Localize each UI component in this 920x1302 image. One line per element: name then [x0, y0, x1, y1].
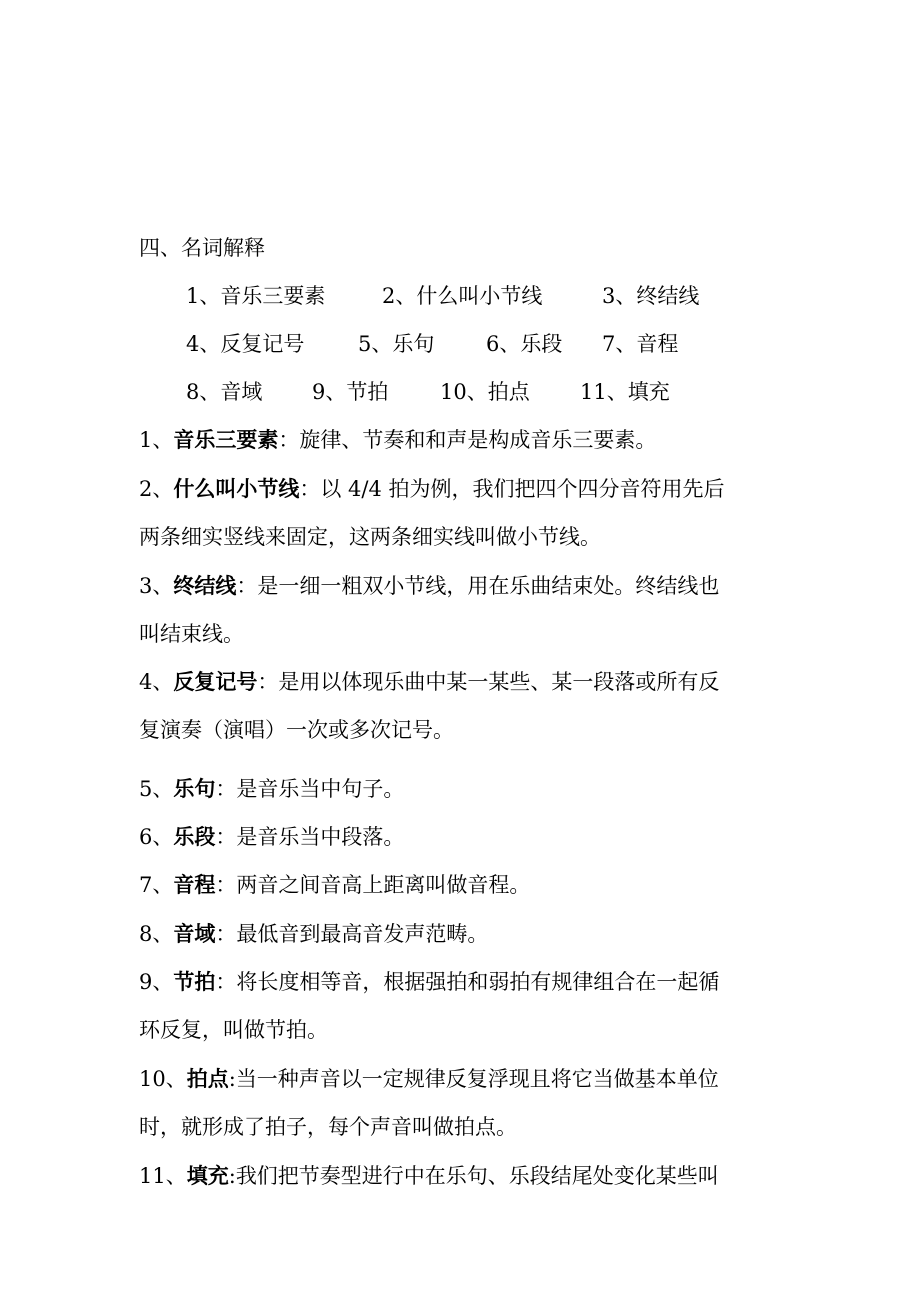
- definition-text: 是一细一粗双小节线，用在乐曲结束处。终结线也: [257, 574, 720, 598]
- index-item: 6、乐段: [486, 332, 563, 356]
- definition-line: [139, 426, 656, 454]
- definition-separator: ：: [215, 777, 237, 801]
- definition-term: 什么叫小节线: [173, 477, 300, 501]
- definition-line: [139, 920, 488, 948]
- definition-text: 以 4/4 拍为例，我们把四个四分音符用先后: [320, 477, 725, 501]
- definition-continuation: 两条细实竖线来固定，这两条细实线叫做小节线。: [139, 525, 601, 549]
- definition-line: [139, 1065, 719, 1093]
- definition-text: 我们把节奏型进行中在乐句、乐段结尾处变化某些叫: [235, 1164, 719, 1188]
- definition-separator: ：: [257, 670, 279, 694]
- definition-number: 3、: [139, 574, 174, 598]
- index-item: 10、拍点: [440, 380, 530, 404]
- definition-separator: :: [228, 1164, 236, 1188]
- definition-separator: ：: [236, 574, 258, 598]
- definition-continuation: 叫结束线。: [139, 622, 244, 646]
- definition-continuation: 环反复，叫做节拍。: [139, 1018, 328, 1042]
- definition-line: [139, 775, 404, 803]
- definition-term: 反复记号: [173, 670, 258, 694]
- definition-number: 6、: [139, 825, 174, 849]
- definition-line: [139, 968, 719, 996]
- definition-term: 拍点: [186, 1067, 229, 1091]
- index-item: 2、什么叫小节线: [382, 284, 543, 308]
- definition-number: 10、: [139, 1067, 187, 1091]
- definition-text: 当一种声音以一定规律反复浮现且将它当做基本单位: [235, 1067, 719, 1091]
- definition-term: 音乐三要素: [173, 428, 279, 452]
- definition-term: 音程: [173, 873, 216, 897]
- definition-text: 是音乐当中句子。: [236, 777, 405, 801]
- definition-separator: :: [228, 1067, 236, 1091]
- definition-line: [139, 572, 719, 600]
- definition-separator: ：: [299, 477, 321, 501]
- definition-continuation: 时，就形成了拍子，每个声音叫做拍点。: [139, 1115, 517, 1139]
- definition-line: [139, 823, 404, 851]
- index-item: 7、音程: [602, 332, 679, 356]
- definition-number: 4、: [139, 670, 174, 694]
- definition-number: 11、: [139, 1164, 187, 1188]
- definition-line: [139, 1162, 719, 1190]
- definition-term: 节拍: [173, 970, 216, 994]
- definition-separator: ：: [215, 922, 237, 946]
- definition-term: 乐段: [173, 825, 216, 849]
- definition-text: 两音之间音高上距离叫做音程。: [236, 873, 531, 897]
- definition-separator: ：: [215, 970, 237, 994]
- definition-line: [139, 475, 725, 503]
- index-item: 1、音乐三要素: [186, 284, 326, 308]
- definition-number: 2、: [139, 477, 174, 501]
- definition-text: 旋律、节奏和和声是构成音乐三要素。: [299, 428, 657, 452]
- index-item: 5、乐句: [358, 332, 435, 356]
- index-item: 8、音域: [186, 380, 263, 404]
- definition-number: 5、: [139, 777, 174, 801]
- index-item: 3、终结线: [602, 284, 700, 308]
- definition-number: 7、: [139, 873, 174, 897]
- definition-number: 1、: [139, 428, 174, 452]
- definition-line: [139, 668, 719, 696]
- definition-separator: ：: [215, 873, 237, 897]
- definition-separator: ：: [278, 428, 300, 452]
- definition-text: 最低音到最高音发声范畴。: [236, 922, 489, 946]
- definition-line: [139, 871, 530, 899]
- definition-continuation: 复演奏（演唱）一次或多次记号。: [139, 718, 454, 742]
- definition-term: 乐句: [173, 777, 216, 801]
- definition-text: 是用以体现乐曲中某一某些、某一段落或所有反: [278, 670, 720, 694]
- definition-term: 填充: [186, 1164, 229, 1188]
- definition-text: 是音乐当中段落。: [236, 825, 405, 849]
- index-item: 4、反复记号: [186, 332, 305, 356]
- definition-number: 9、: [139, 970, 174, 994]
- definition-term: 终结线: [173, 574, 237, 598]
- definition-term: 音域: [173, 922, 216, 946]
- definition-text: 将长度相等音，根据强拍和弱拍有规律组合在一起循: [236, 970, 720, 994]
- index-item: 9、节拍: [312, 380, 389, 404]
- definition-separator: ：: [215, 825, 237, 849]
- definition-number: 8、: [139, 922, 174, 946]
- index-item: 11、填充: [580, 380, 670, 404]
- section-title: 四、名词解释: [139, 236, 265, 260]
